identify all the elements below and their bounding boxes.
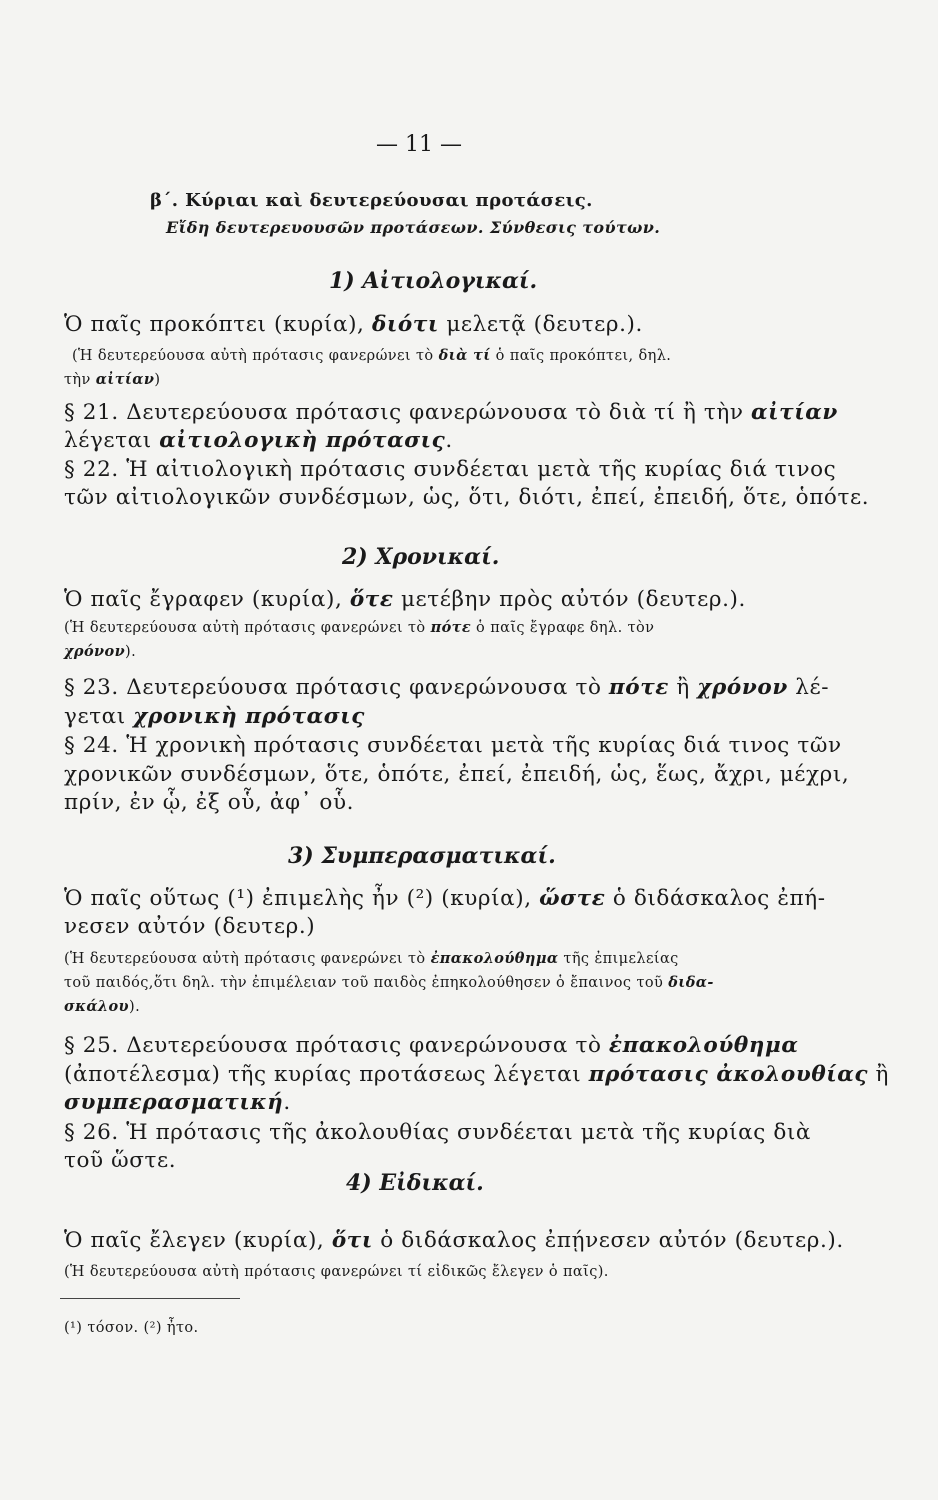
example-sentence-2: Ὁ παῖς ἔγραφεν (κυρία), ὅτε μετέβην πρὸς αὐτόν (δευτερ.).	[64, 587, 746, 612]
heading-aitiologikai: 1) Αἰτιολογικαί.	[329, 268, 538, 294]
example-sentence-3-line1: Ὁ παῖς οὕτως (¹) ἐπιμελὴς ἦν (²) (κυρία), ὥστε ὁ διδάσκαλος ἐπή-	[64, 886, 826, 911]
paragraph-24-line1: § 24. Ἡ χρονικὴ πρότασις συνδέεται μετὰ τῆς κυρίας διά τινος τῶν	[64, 733, 842, 758]
note-1-line2: τὴν αἰτίαν)	[64, 371, 161, 388]
paragraph-25-line2: (ἀποτέλεσμα) τῆς κυρίας προτάσεως λέγεται πρότασις ἀκολουθίας ἢ	[64, 1062, 890, 1087]
heading-sympereasmatikai: 3) Συμπερασματικαί.	[288, 843, 556, 869]
heading-chronikai: 2) Χρονικαί.	[342, 544, 500, 570]
page-number: — 11 —	[376, 132, 462, 157]
note-4-line1: (Ἡ δευτερεύουσα αὐτὴ πρότασις φανερώνει τί εἰδικῶς ἔλεγεν ὁ παῖς).	[64, 1264, 609, 1280]
paragraph-22-line1: § 22. Ἡ αἰτιολογικὴ πρότασις συνδέεται μετὰ τῆς κυρίας διά τινος	[64, 457, 837, 482]
footnote: (¹) τόσον. (²) ἦτο.	[64, 1320, 199, 1336]
example-sentence-3-line2: νεσεν αὐτόν (δευτερ.)	[64, 914, 316, 939]
note-3-line2: τοῦ παιδός,ὅτι δηλ. τὴν ἐπιμέλειαν τοῦ παιδὸς ἐπηκολούθησεν ὁ ἔπαινος τοῦ διδα-	[64, 974, 714, 991]
paragraph-24-line2: χρονικῶν συνδέσμων, ὅτε, ὁπότε, ἐπεί, ἐπειδή, ὡς, ἕως, ἄχρι, μέχρι,	[64, 762, 850, 787]
paragraph-26-line2: τοῦ ὥστε.	[64, 1148, 177, 1173]
paragraph-21-line1: § 21. Δευτερεύουσα πρότασις φανερώνουσα τὸ διὰ τί ἢ τὴν αἰτίαν	[64, 400, 838, 425]
note-1-line1: (Ἡ δευτερεύουσα αὐτὴ πρότασις φανερώνει τὸ διὰ τί ὁ παῖς προκόπτει, δηλ.	[72, 347, 672, 364]
footnote-rule	[60, 1298, 240, 1299]
paragraph-25-line3: συμπερασματική.	[64, 1090, 291, 1115]
paragraph-22-line2: τῶν αἰτιολογικῶν συνδέσμων, ὡς, ὅτι, διότι, ἐπεί, ἐπειδή, ὅτε, ὁπότε.	[64, 485, 870, 510]
paragraph-26-line1: § 26. Ἡ πρότασις τῆς ἀκολουθίας συνδέεται μετὰ τῆς κυρίας διὰ	[64, 1120, 812, 1145]
paragraph-23-line2: γεται χρονικὴ πρότασις	[64, 704, 365, 729]
note-3-line1: (Ἡ δευτερεύουσα αὐτὴ πρότασις φανερώνει τὸ ἐπακολούθημα τῆς ἐπιμελείας	[64, 950, 679, 967]
paragraph-23-line1: § 23. Δευτερεύουσα πρότασις φανερώνουσα τὸ πότε ἢ χρόνον λέ-	[64, 675, 830, 700]
paragraph-24-line3: πρίν, ἐν ᾧ, ἐξ οὗ, ἀφ᾽ οὗ.	[64, 790, 355, 815]
note-3-line3: σκάλου).	[64, 998, 141, 1015]
paragraph-21-line2: λέγεται αἰτιολογικὴ πρότασις.	[64, 428, 453, 453]
heading-eidikai: 4) Εἰδικαί.	[346, 1170, 484, 1196]
section-header-line2: Εἴδη δευτερευουσῶν προτάσεων. Σύνθεσις τούτων.	[166, 218, 661, 237]
example-sentence-4: Ὁ παῖς ἔλεγεν (κυρία), ὅτι ὁ διδάσκαλος ἐπῄνεσεν αὐτόν (δευτερ.).	[64, 1228, 844, 1253]
example-sentence-1: Ὁ παῖς προκόπτει (κυρία), διότι μελετᾷ (δευτερ.).	[64, 312, 643, 337]
section-header-line1: β΄. Κύριαι καὶ δευτερεύουσαι προτάσεις.	[150, 190, 593, 211]
paragraph-25-line1: § 25. Δευτερεύουσα πρότασις φανερώνουσα τὸ ἐπακολούθημα	[64, 1033, 799, 1058]
note-2-line1: (Ἡ δευτερεύουσα αὐτὴ πρότασις φανερώνει τὸ πότε ὁ παῖς ἔγραφε δηλ. τὸν	[64, 619, 655, 636]
note-2-line2: χρόνον).	[64, 643, 137, 660]
